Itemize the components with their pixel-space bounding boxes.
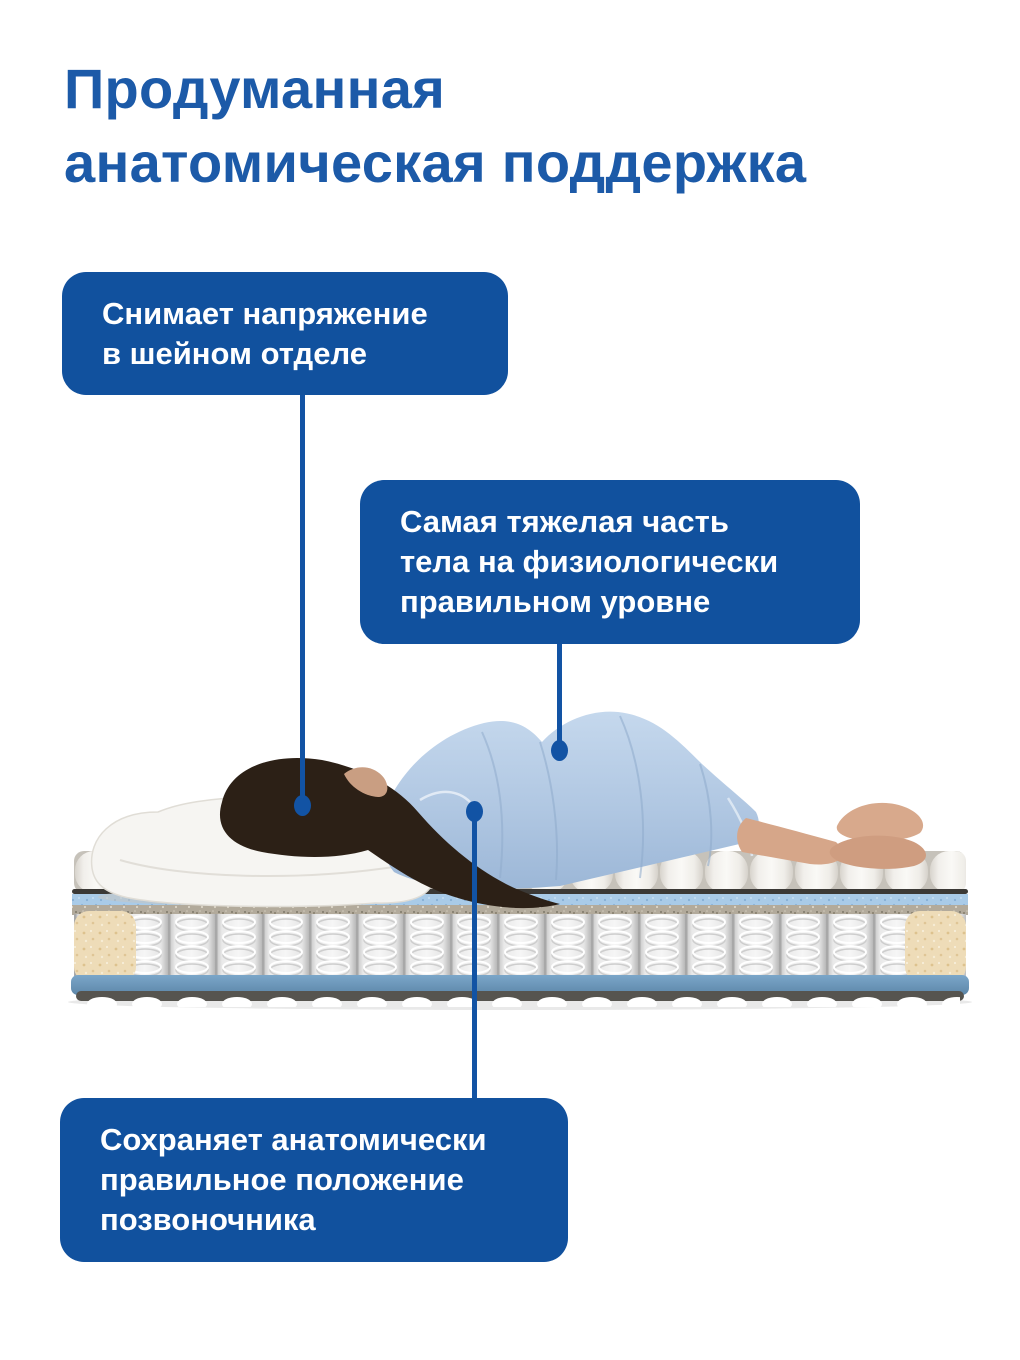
side-foam-block-left <box>74 911 136 982</box>
connector-dot-spine <box>466 801 483 822</box>
connector-line-pelvis <box>557 641 562 752</box>
pocket-springs <box>74 914 966 976</box>
callout-neck-line-2: в шейном отделе <box>102 335 367 371</box>
connector-dot-neck <box>294 795 311 816</box>
callout-pelvis-line-2: тела на физиологически <box>400 544 779 579</box>
callout-pelvis <box>360 480 860 644</box>
callout-spine-line-3: позвоночника <box>100 1202 316 1237</box>
callout-pelvis-line-1: Самая тяжелая часть <box>400 504 729 539</box>
bottom-scallops <box>80 993 960 1007</box>
connector-line-spine <box>472 811 477 1099</box>
connector-dot-pelvis <box>551 740 568 761</box>
callout-neck <box>62 272 508 395</box>
connector-line-neck <box>300 393 305 807</box>
callout-neck-line-1: Снимает напряжение <box>102 295 428 331</box>
foot-back <box>837 803 923 841</box>
page-title-line-1: Продуманная <box>64 57 446 120</box>
callout-spine <box>60 1098 568 1262</box>
side-foam-block-right <box>905 911 966 982</box>
callout-spine-line-1: Сохраняет анатомически <box>100 1122 487 1157</box>
callout-spine-line-2: правильное положение <box>100 1162 464 1197</box>
page-title-line-2: анатомическая поддержка <box>64 131 807 194</box>
callout-pelvis-line-3: правильном уровне <box>400 584 711 619</box>
